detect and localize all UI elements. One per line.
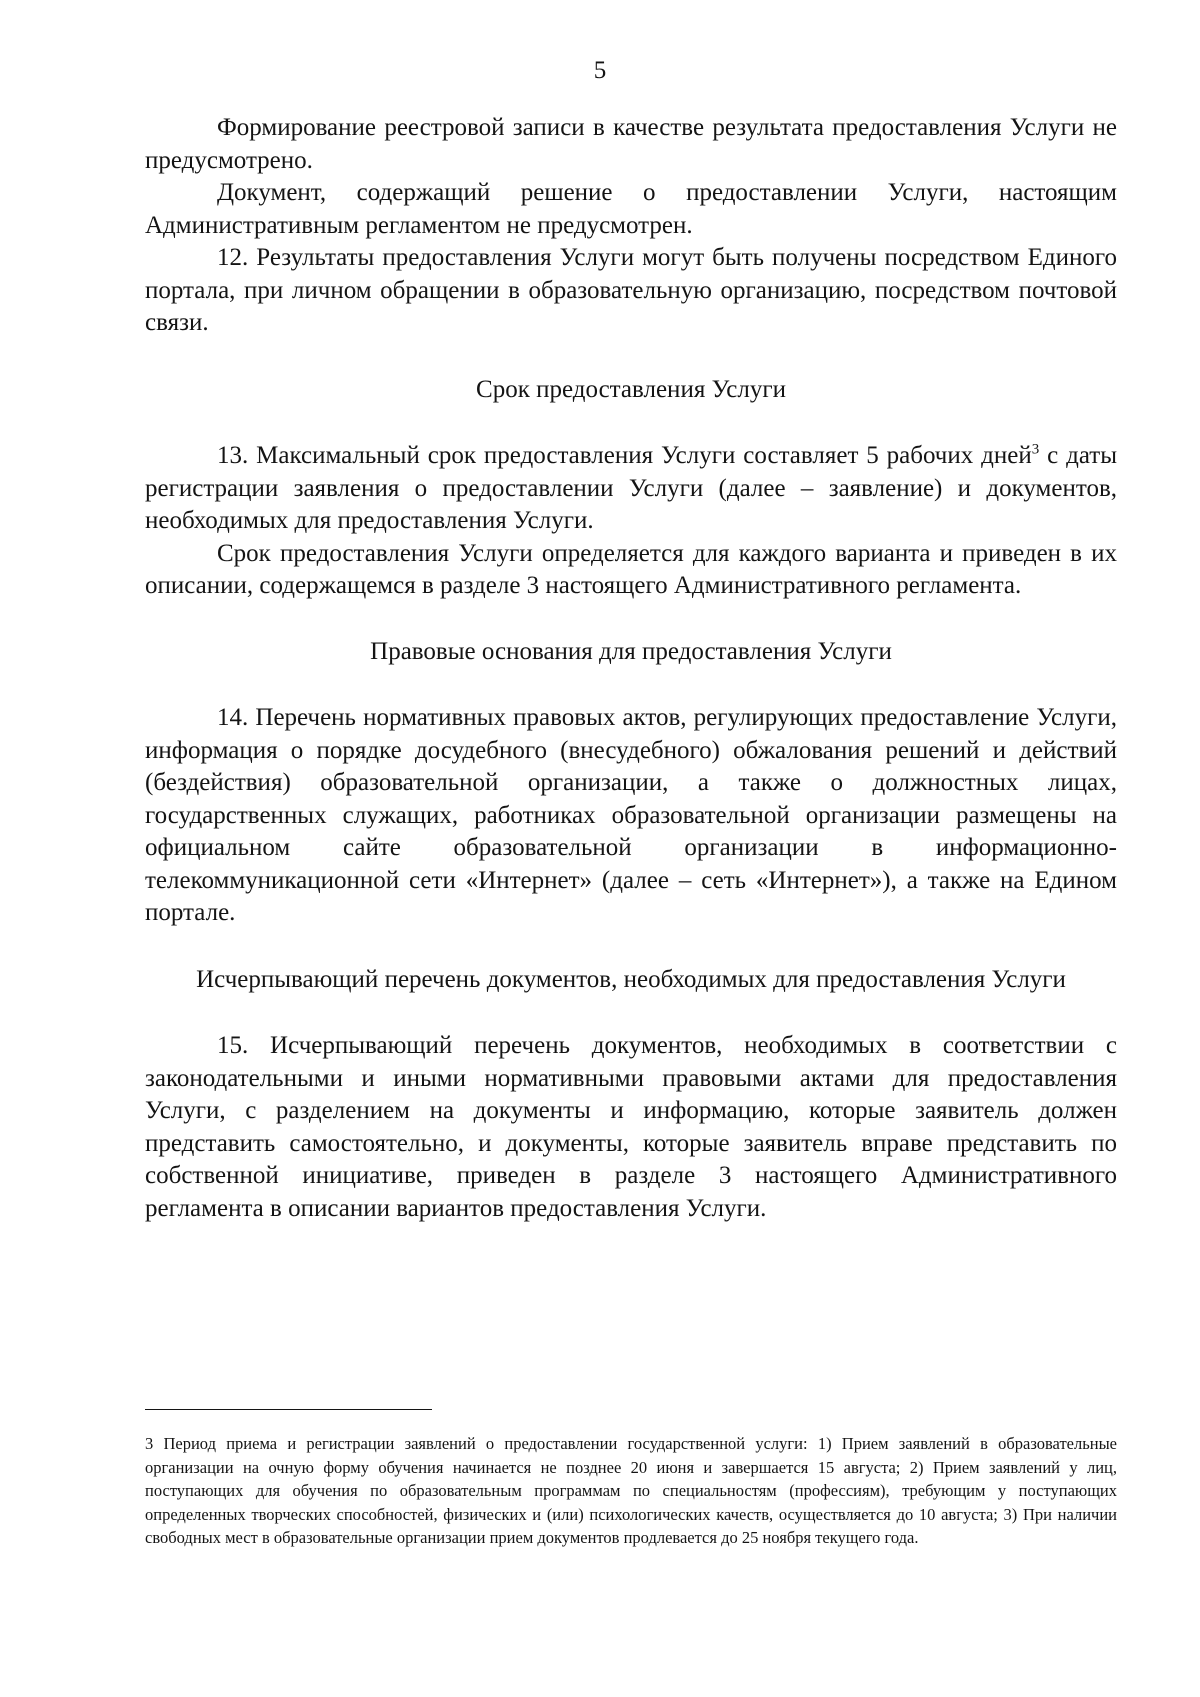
paragraph-13-text-start: 13. Максимальный срок предоставления Услуги составляет 5 рабочих дней: [217, 442, 1032, 469]
footnote-separator: [145, 1409, 432, 1410]
footnote-reference[interactable]: 3: [1031, 441, 1040, 458]
paragraph-12-results: 12. Результаты предоставления Услуги могут быть получены посредством Единого портала, при личном обращении в образовательную организацию, посредством почтовой связи.: [145, 244, 1117, 336]
paragraph-13-variant-term: Срок предоставления Услуги определяется для каждого варианта и приведен в их описании, содержащемся в разделе 3 настоящего Административного регламента.: [145, 539, 1117, 599]
section-heading-legal-basis: Правовые основания для предоставления Услуги: [370, 637, 892, 665]
paragraph-13-text-end: с даты регистрации заявления о предоставлении Услуги (далее – заявление) и документов, необходимых для предоставления Услуги.: [145, 442, 1117, 534]
paragraph-registry-record: Формирование реестровой записи в качестве результата предоставления Услуги не предусмотрено.: [145, 114, 1117, 174]
section-heading-document-list: Исчерпывающий перечень документов, необходимых для предоставления Услуги: [196, 965, 1066, 993]
section-heading-term: Срок предоставления Услуги: [476, 375, 786, 403]
paragraph-14-legal-acts: 14. Перечень нормативных правовых актов, регулирующих предоставление Услуги, информация о порядке досудебного (внесудебного) обжалования решений и действий (бездействия) образовательной организации, а также о должностных лицах, государственных служащих, работниках образовательной организации размещены на официальном сайте образовательной организации в информационно-телекоммуникационной сети «Интернет» (далее – сеть «Интернет»), а также на Едином портале.: [145, 704, 1117, 926]
footnote-3: 3 Период приема и регистрации заявлений о предоставлении государственной услуги: 1) Прием заявлений в образовательные организации на очную форму обучения начинается не позднее 20 июня и завершается 15 августа; 2) Прием заявлений у лиц, поступающих для обучения по образовательным программам по специальностям (профессиям), требующим у поступающих определенных творческих способностей, физических и (или) психологических качеств, осуществляется до 10 августа; 3) При наличии свободных мест в образовательные организации прием документов продлевается до 25 ноября текущего года.: [145, 1434, 1117, 1548]
paragraph-15-document-list: 15. Исчерпывающий перечень документов, необходимых в соответствии с законодательными и иными нормативными правовыми актами для предоставления Услуги, с разделением на документы и информацию, которые заявитель должен представить самостоятельно, и документы, которые заявитель вправе представить по собственной инициативе, приведен в разделе 3 настоящего Административного регламента в описании вариантов предоставления Услуги.: [145, 1032, 1117, 1222]
paragraph-13-max-term: [145, 440, 1117, 538]
paragraph-decision-document: Документ, содержащий решение о предоставлении Услуги, настоящим Административным регламентом не предусмотрен.: [145, 179, 1117, 239]
page-number: 5: [593, 57, 607, 84]
document-body: [145, 112, 1117, 1225]
